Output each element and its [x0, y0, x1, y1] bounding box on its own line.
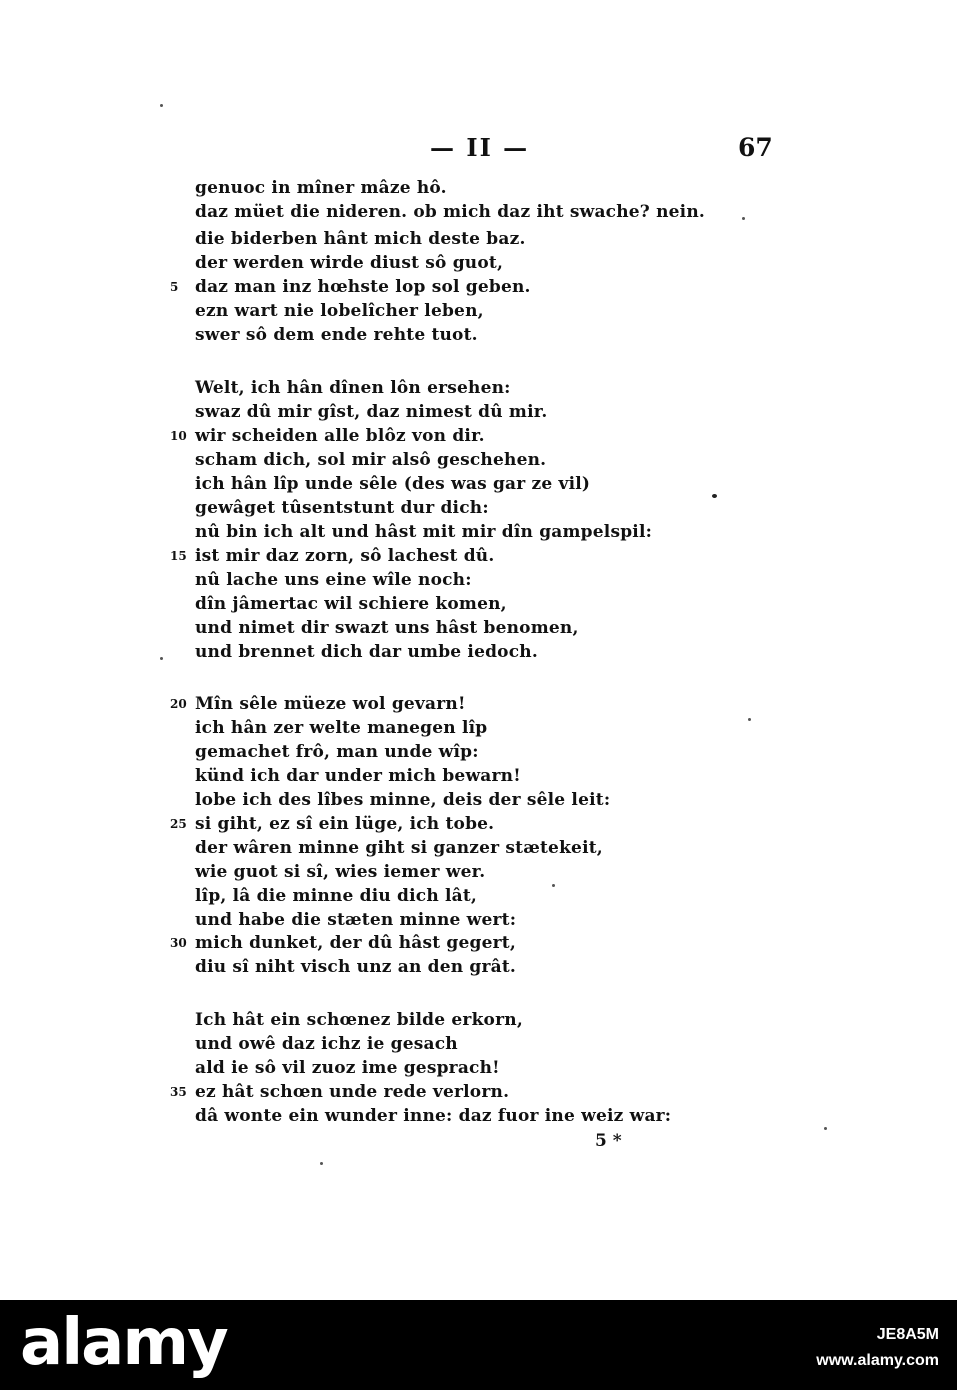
line-number: 35	[170, 1085, 187, 1099]
poem-line: der werden wirde diust sô guot,	[195, 253, 504, 273]
line-number: 5	[170, 280, 179, 294]
poem-line: ich hân zer welte manegen lîp	[195, 718, 488, 738]
poem-line: dâ wonte ein wunder inne: daz fuor ine weiz war:	[195, 1106, 672, 1126]
poem-line: wie guot si sî, wies iemer wer.	[195, 862, 486, 882]
signature-mark: 5 *	[595, 1131, 622, 1151]
page-number: 67	[738, 133, 773, 162]
poem-line: dîn jâmertac wil schiere komen,	[195, 594, 507, 614]
line-number: 20	[170, 697, 187, 711]
scan-speck	[742, 217, 745, 220]
poem-line: gemachet frô, man unde wîp:	[195, 742, 479, 762]
image-id: JE8A5M	[876, 1326, 939, 1343]
poem-line: swer sô dem ende rehte tuot.	[195, 325, 478, 345]
poem-line: lîp, lâ die minne diu dich lât,	[195, 886, 478, 906]
poem-line: ich hân lîp unde sêle (des was gar ze vil)	[195, 474, 591, 494]
poem-line: ez hât schœn unde rede verlorn.	[195, 1082, 510, 1102]
poem-line: lobe ich des lîbes minne, deis der sêle leit:	[195, 790, 611, 810]
site-url: www.alamy.com	[816, 1352, 939, 1369]
poem-line: si giht, ez sî ein lüge, ich tobe.	[195, 814, 495, 834]
poem-line: daz müet die nideren. ob mich daz iht swache? nein.	[195, 202, 705, 222]
poem-line: swaz dû mir gîst, daz nimest dû mir.	[195, 402, 548, 422]
poem-line: nû lache uns eine wîle noch:	[195, 570, 472, 590]
poem-line: ezn wart nie lobelîcher leben,	[195, 301, 484, 321]
poem-line: nû bin ich alt und hâst mit mir dîn gampelspil:	[195, 522, 653, 542]
poem-line: Welt, ich hân dînen lôn ersehen:	[195, 378, 511, 398]
poem-line: und owê daz ichz ie gesach	[195, 1034, 458, 1054]
poem-line: und habe die stæten minne wert:	[195, 910, 517, 930]
line-number: 10	[170, 429, 187, 443]
poem-line: und brennet dich dar umbe iedoch.	[195, 642, 538, 662]
scan-speck	[712, 494, 717, 498]
brand-logo: alamy	[20, 1306, 227, 1380]
poem-line: gewâget tûsentstunt dur dich:	[195, 498, 489, 518]
poem-line: daz man inz hœhste lop sol geben.	[195, 277, 531, 297]
scan-speck	[160, 657, 163, 660]
line-number: 25	[170, 817, 187, 831]
line-number: 30	[170, 936, 187, 950]
section-header: — II —	[430, 133, 530, 162]
poem-line: künd ich dar under mich bewarn!	[195, 766, 521, 786]
poem-line: genuoc in mîner mâze hô.	[195, 178, 447, 198]
watermark-footer	[0, 1300, 957, 1390]
scan-speck	[824, 1127, 827, 1130]
poem-line: Mîn sêle müeze wol gevarn!	[195, 694, 466, 714]
poem-line: ist mir daz zorn, sô lachest dû.	[195, 546, 495, 566]
poem-line: und nimet dir swazt uns hâst benomen,	[195, 618, 579, 638]
poem-line: ald ie sô vil zuoz ime gesprach!	[195, 1058, 500, 1078]
poem-line: wir scheiden alle blôz von dir.	[195, 426, 485, 446]
poem-line: Ich hât ein schœnez bilde erkorn,	[195, 1010, 523, 1030]
scan-speck	[320, 1162, 323, 1165]
scan-speck	[552, 884, 555, 887]
poem-line: scham dich, sol mir alsô geschehen.	[195, 450, 547, 470]
poem-line: mich dunket, der dû hâst gegert,	[195, 933, 516, 953]
poem-line: der wâren minne giht si ganzer stætekeit,	[195, 838, 603, 858]
poem-line: die biderben hânt mich deste baz.	[195, 229, 526, 249]
scan-speck	[748, 718, 751, 721]
poem-line: diu sî niht visch unz an den grât.	[195, 957, 517, 977]
scan-speck	[160, 104, 163, 107]
line-number: 15	[170, 549, 187, 563]
image-id-block	[816, 1322, 939, 1374]
